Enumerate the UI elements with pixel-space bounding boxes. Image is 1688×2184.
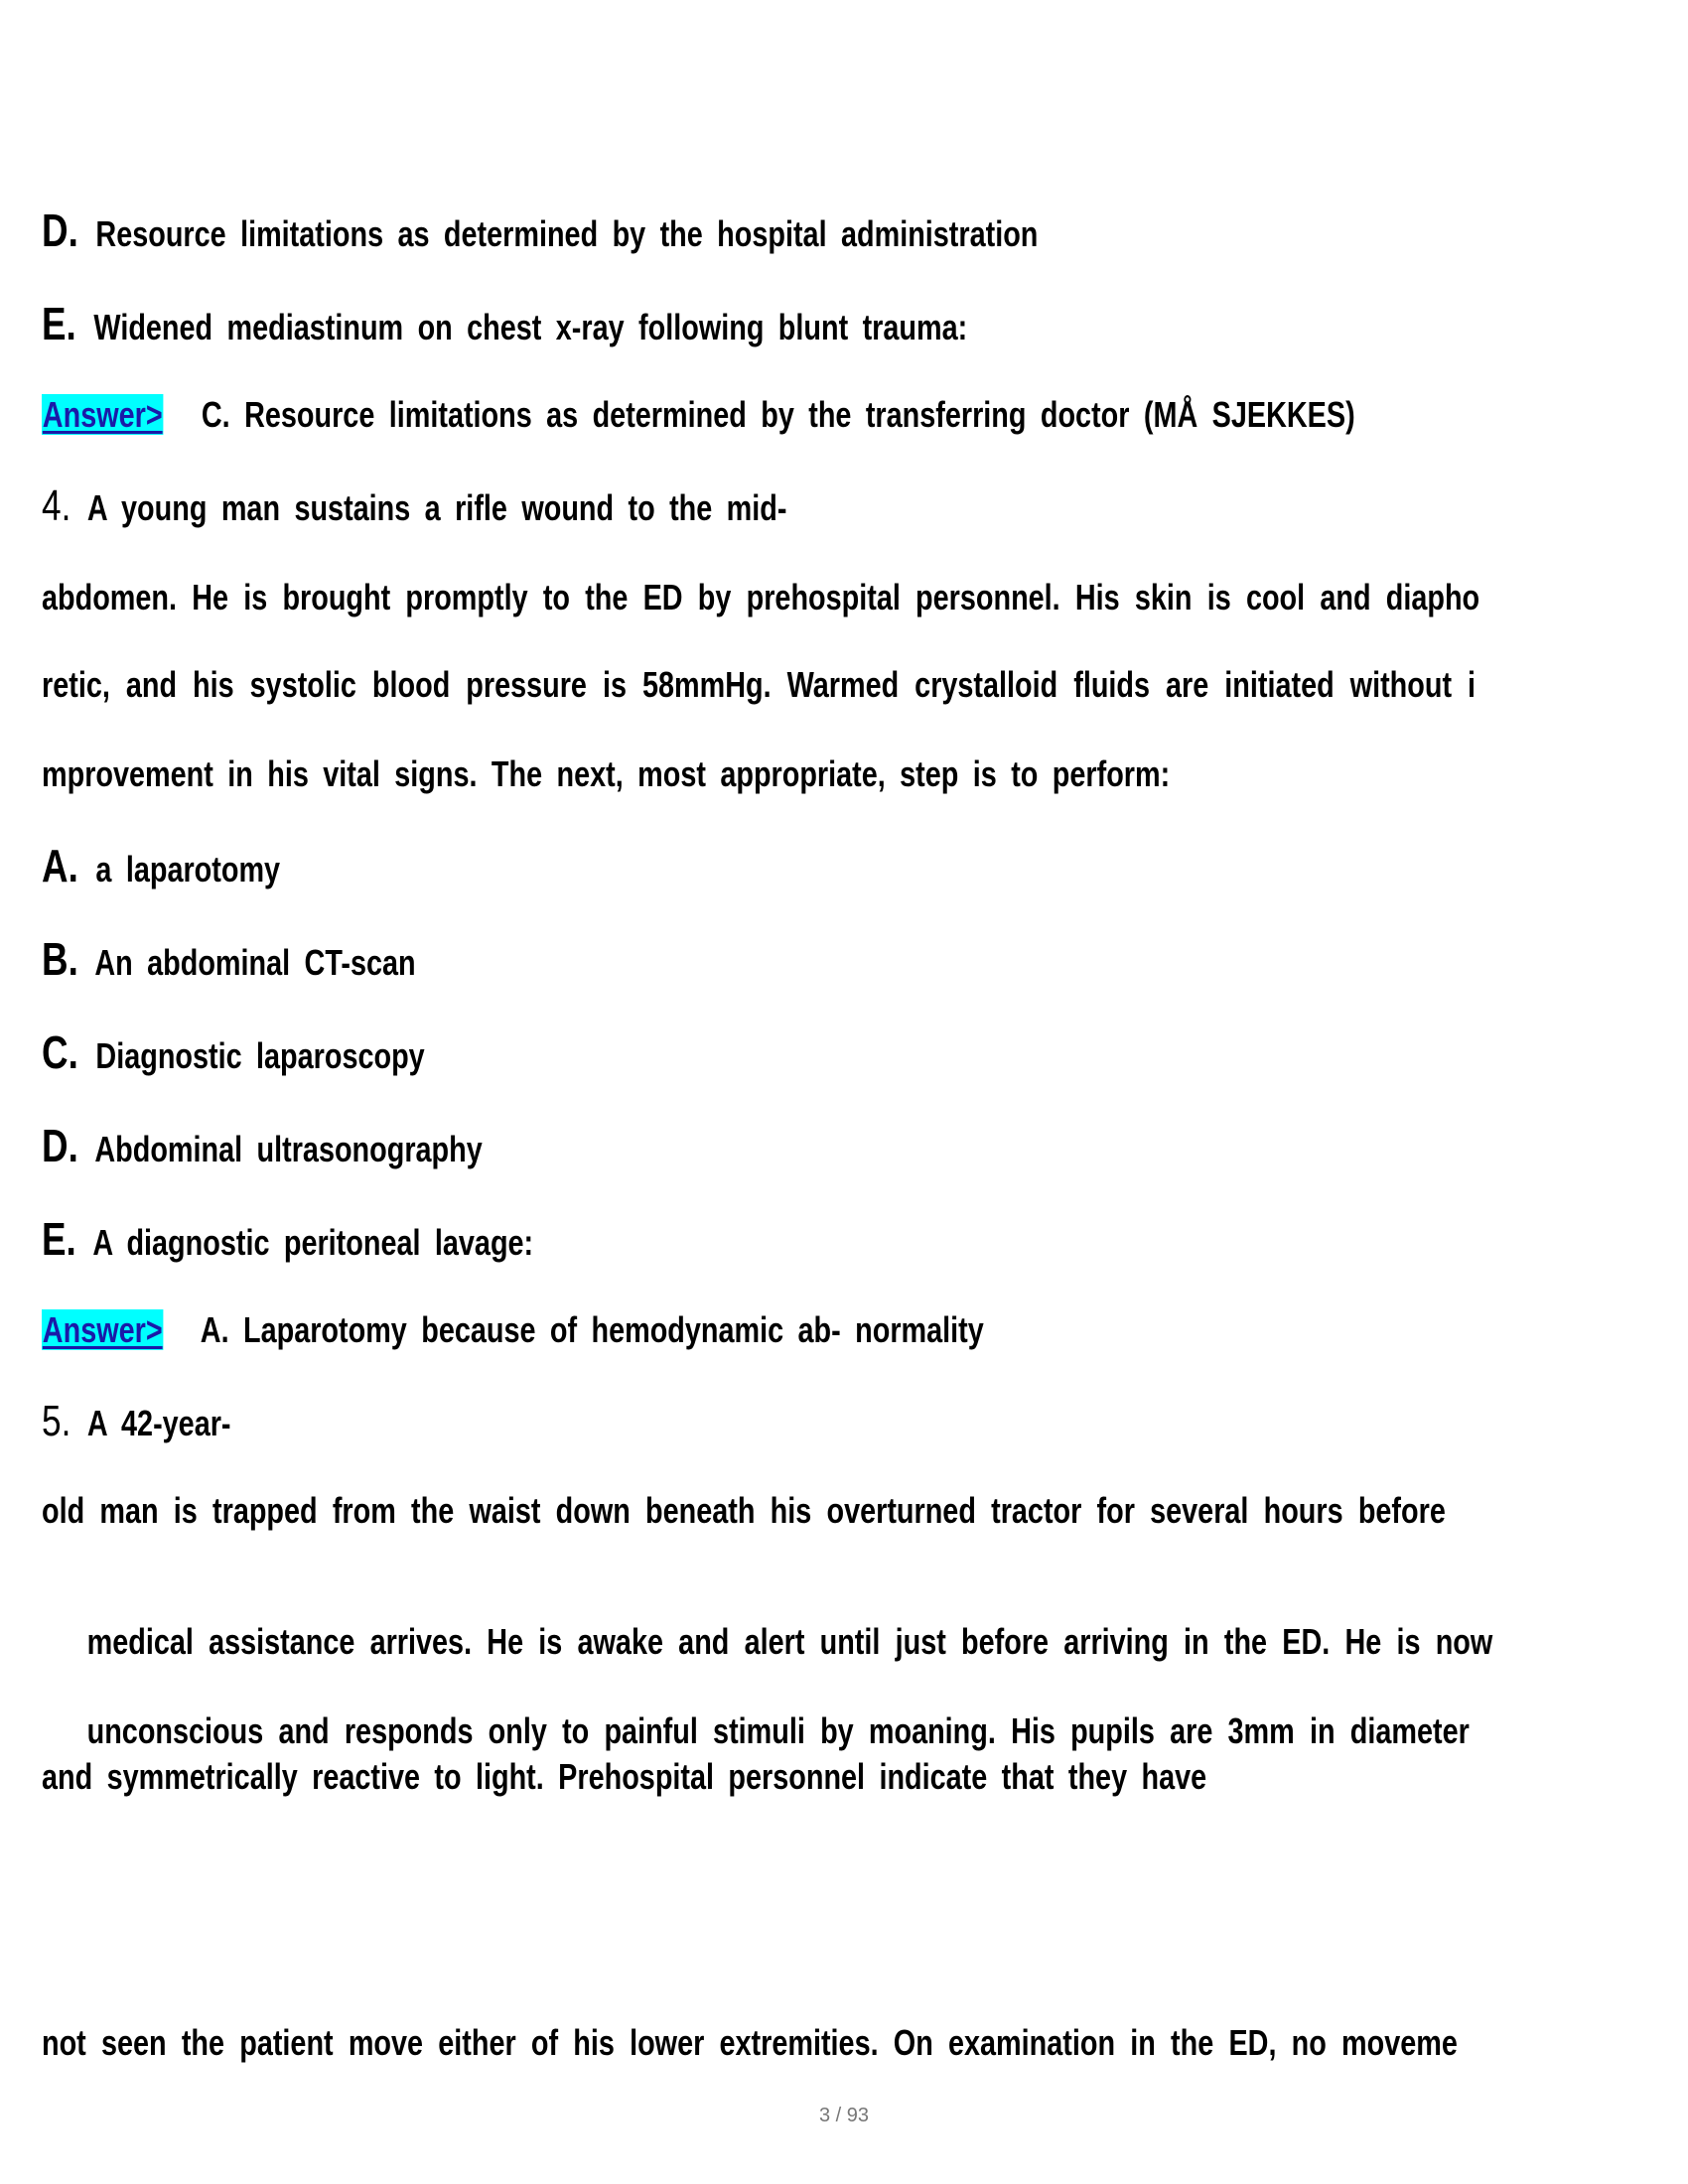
- option-e: [42, 1213, 534, 1265]
- option-text: Diagnostic laparoscopy: [95, 1035, 425, 1076]
- question-text: unconscious and responds only to painful stimuli by moaning. His pupils are 3mm in diameter: [71, 1710, 1470, 1751]
- option-text: Resource limitations as determined by the hospital administration: [95, 213, 1039, 254]
- answer-text: C. Resource limitations as determined by the transferring doctor (MÅ SJEKKES): [201, 394, 1355, 435]
- question-5-line: [42, 2021, 1458, 2065]
- question-number: 5.: [42, 1397, 71, 1445]
- question-5-heading: [42, 1397, 231, 1445]
- option-d: [42, 1120, 483, 1171]
- question-text: A young man sustains a rifle wound to the mid-: [86, 487, 787, 528]
- question-5-line: [42, 1666, 1470, 1753]
- question-number: 4.: [42, 481, 71, 530]
- option-c: [42, 1026, 425, 1078]
- answer-text: A. Laparotomy because of hemodynamic ab- normality: [200, 1309, 984, 1350]
- option-text: A diagnostic peritoneal lavage:: [92, 1222, 534, 1263]
- option-b: [42, 933, 416, 985]
- option-letter: D.: [42, 1120, 78, 1171]
- option-letter: B.: [42, 933, 78, 985]
- answer-line-4: [42, 1308, 984, 1352]
- answer-tag[interactable]: Answer>: [42, 1309, 163, 1350]
- option-letter: D.: [42, 205, 78, 256]
- question-4-line: [42, 663, 1476, 707]
- question-4-heading: [42, 481, 787, 530]
- answer-tag[interactable]: Answer>: [42, 394, 163, 435]
- option-text: Widened mediastinum on chest x-ray following blunt trauma:: [93, 307, 968, 347]
- option-d: [42, 205, 1039, 256]
- option-e: [42, 298, 968, 349]
- question-text: not seen the patient move either of his lower extremities. On examination in the ED, no moveme: [42, 2022, 1458, 2063]
- option-text: a laparotomy: [95, 849, 281, 889]
- question-text: retic, and his systolic blood pressure is 58mmHg. Warmed crystalloid fluids are initiated without i: [42, 664, 1477, 705]
- question-text: abdomen. He is brought promptly to the ED by prehospital personnel. His skin is cool and diapho: [42, 577, 1480, 617]
- option-letter: A.: [42, 840, 78, 891]
- question-text: A 42-year-: [86, 1403, 231, 1443]
- option-letter: E.: [42, 1213, 76, 1265]
- option-letter: E.: [42, 298, 76, 349]
- answer-line-3: [42, 393, 1355, 437]
- question-text: medical assistance arrives. He is awake and alert until just before arriving in the ED. He is now: [71, 1621, 1493, 1662]
- option-a: [42, 840, 281, 891]
- question-5-line: [42, 1576, 1492, 1664]
- question-4-line: [42, 576, 1479, 619]
- question-5-line: [42, 1489, 1446, 1533]
- page-number: 3 / 93: [818, 2105, 870, 2126]
- question-5-line: [42, 1755, 1206, 1799]
- question-text: old man is trapped from the waist down beneath his overturned tractor for several hours before: [42, 1490, 1446, 1531]
- question-4-line: [42, 752, 1170, 796]
- option-text: Abdominal ultrasonography: [94, 1129, 483, 1169]
- option-text: An abdominal CT-scan: [94, 942, 416, 983]
- question-text: and symmetrically reactive to light. Prehospital personnel indicate that they have: [42, 1756, 1207, 1797]
- option-letter: C.: [42, 1026, 78, 1078]
- question-text: mprovement in his vital signs. The next, most appropriate, step is to perform:: [42, 753, 1171, 794]
